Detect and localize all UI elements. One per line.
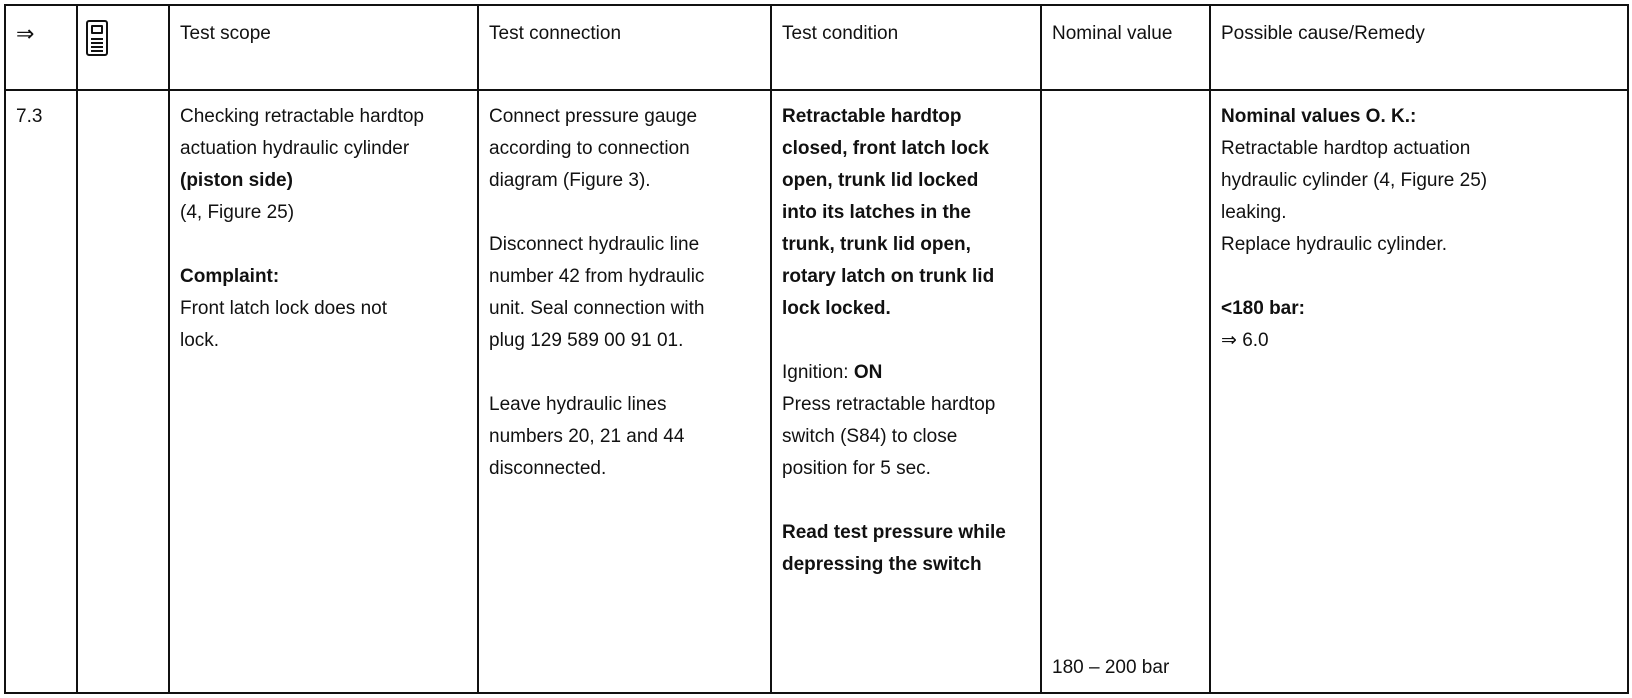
possible-cause-cell: Nominal values O. K.: Retractable hardtop actuation hydraulic cylinder (4, Figure 25) leaking. Replace hydraulic cylinder. <180 bar: ⇒ 6.0 <box>1210 90 1628 693</box>
table-row <box>5 90 1628 693</box>
nominal-value: 180 – 200 bar <box>1052 657 1170 678</box>
tester-icon <box>86 20 108 56</box>
reference-link: ⇒ 6.0 <box>1221 330 1269 351</box>
test-connection-cell: Connect pressure gauge according to connection diagram (Figure 3). Disconnect hydraulic line number 42 from hydraulic unit. Seal connection with plug 129 589 00 91 01. Leave hydraulic lines numbers 20, 21 and 44 disconnected. <box>478 90 771 693</box>
header-test-condition: Test condition <box>771 5 1041 90</box>
header-test-scope: Test scope <box>169 5 478 90</box>
header-icon-cell <box>77 5 169 90</box>
test-scope-cell: Checking retractable hardtop actuation hydraulic cylinder (piston side) (4, Figure 25) Complaint: Front latch lock does not lock. <box>169 90 478 693</box>
header-arrow-cell <box>5 5 77 90</box>
ignition-line: Ignition: ON <box>782 362 883 383</box>
nominal-ok-label: Nominal values O. K.: <box>1221 106 1417 127</box>
header-possible-cause: Possible cause/Remedy <box>1210 5 1628 90</box>
header-row <box>5 5 1628 90</box>
icon-cell-empty <box>77 90 169 693</box>
nominal-value-cell <box>1041 90 1210 693</box>
test-table <box>4 4 1629 694</box>
step-number: 7.3 <box>5 90 77 693</box>
complaint-label: Complaint: <box>180 266 280 287</box>
header-test-connection: Test connection <box>478 5 771 90</box>
test-condition-cell: Retractable hardtop closed, front latch lock open, trunk lid locked into its latches in the trunk, trunk lid open, rotary latch on trunk lid lock locked. Ignition: ON Press retractable hardtop switch (S84) to close position for 5 sec. Read test pressure while depressing the switch <box>771 90 1041 693</box>
low-pressure-label: <180 bar: <box>1221 298 1305 319</box>
header-nominal-value: Nominal value <box>1041 5 1210 90</box>
arrow-right-icon: ⇒ <box>16 21 35 46</box>
